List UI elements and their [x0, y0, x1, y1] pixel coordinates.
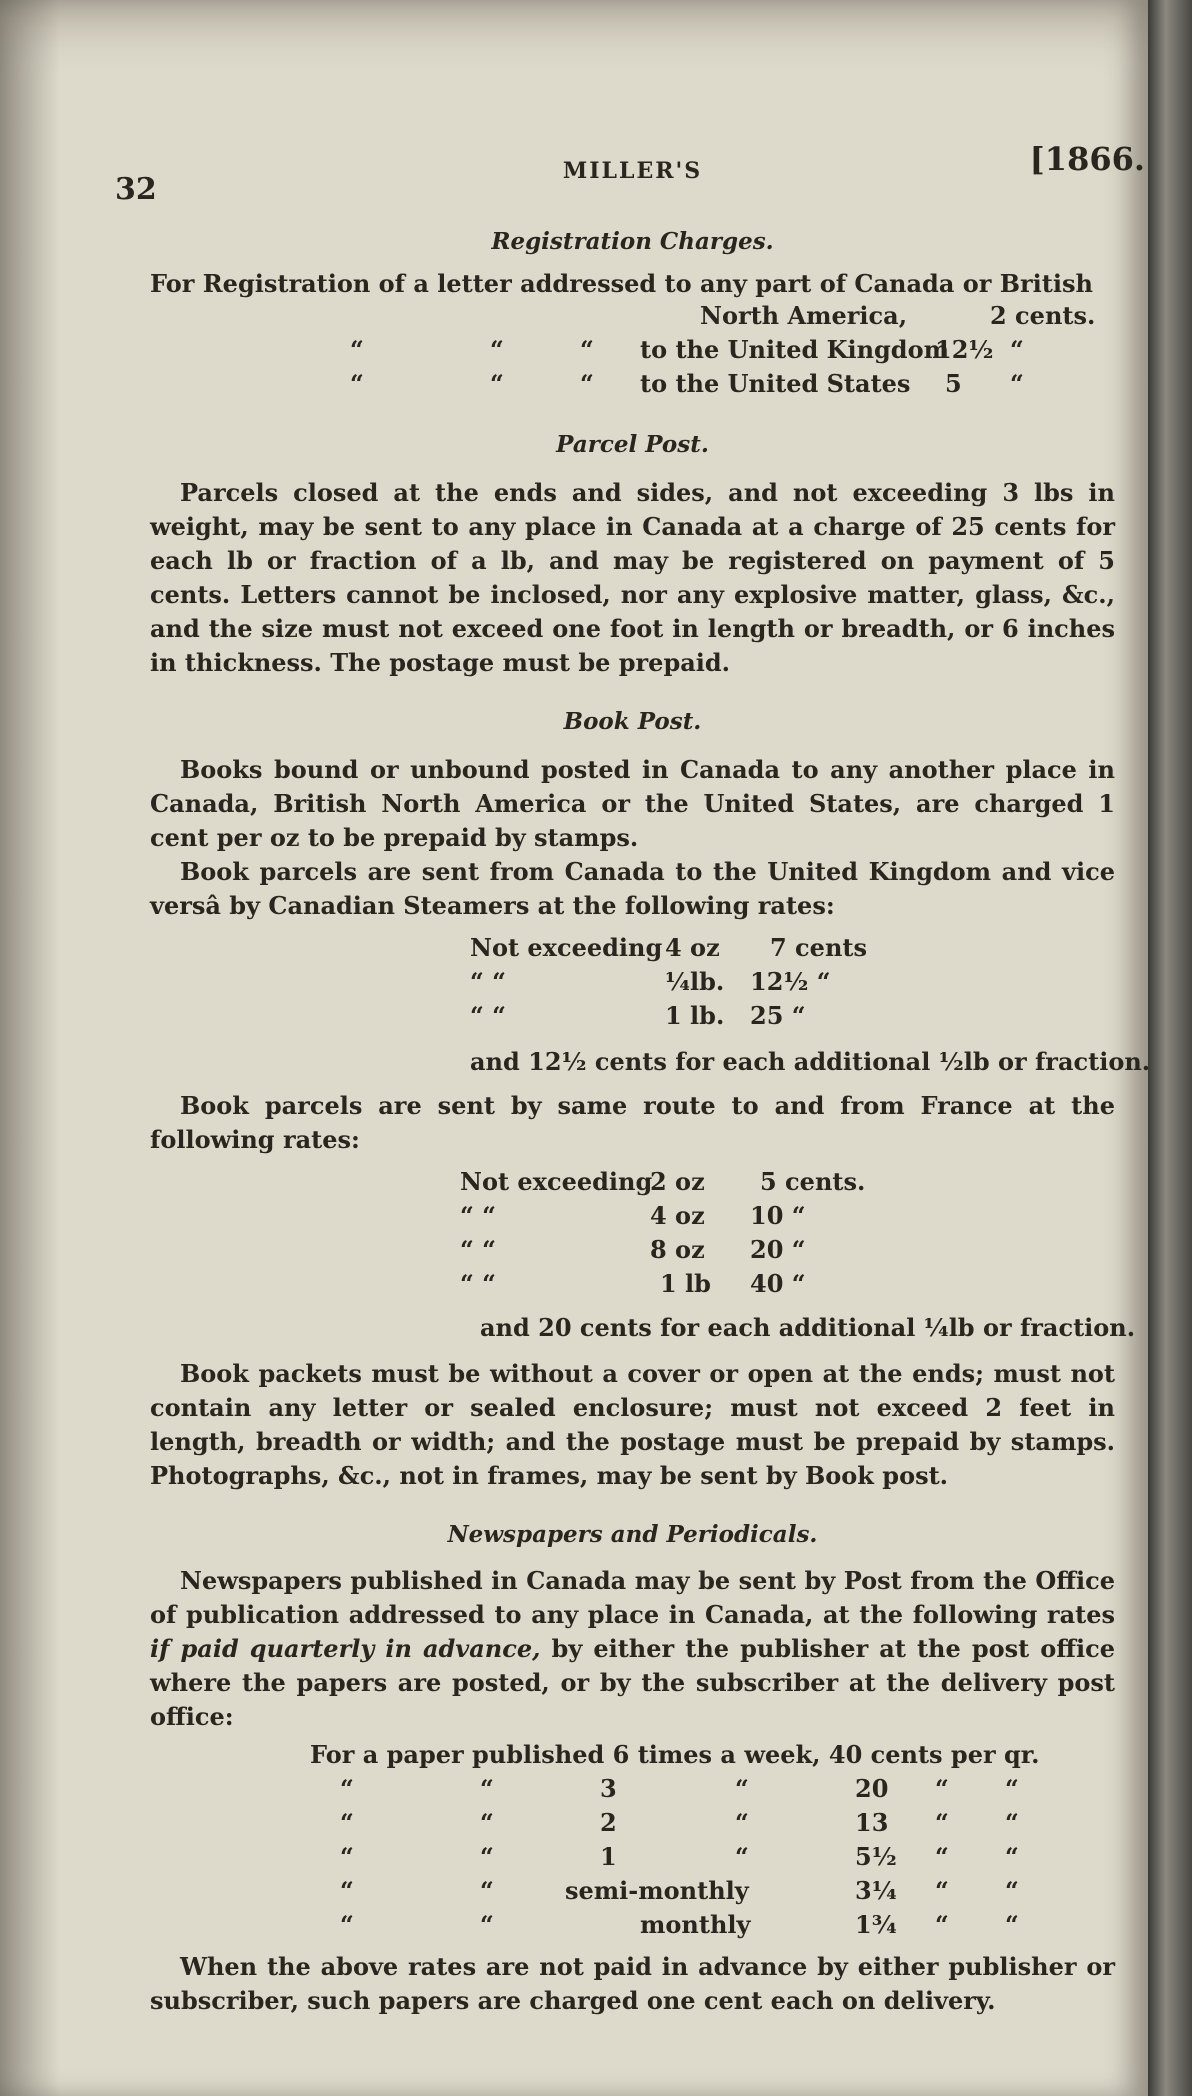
newspaper-rate-text: For a paper published 6 times a week, 40 cents per qr.: [310, 1740, 1040, 1769]
ditto: “: [350, 335, 364, 364]
ditto: “: [935, 1808, 949, 1837]
fr-rate-row: [150, 1235, 1115, 1269]
paragraph-text: by either the publisher at the post office where the papers are posted, or by the subscriber at the delivery post office:: [150, 1634, 1115, 1731]
ditto: “: [935, 1842, 949, 1871]
ditto: “: [1005, 1876, 1019, 1905]
newspaper-frequency: semi-monthly: [565, 1876, 749, 1905]
uk-rate-row: [150, 967, 1115, 1001]
book-title: Book Post.: [563, 708, 702, 735]
ditto: “: [340, 1842, 354, 1871]
additional-rate: and 12½ cents for each additional ½lb or fraction.: [470, 1047, 1151, 1076]
ditto: “: [1005, 1774, 1019, 1803]
ditto: “: [735, 1808, 749, 1837]
registration-title: Registration Charges.: [491, 228, 774, 255]
additional-rate: and 20 cents for each additional ¼lb or fraction.: [480, 1313, 1136, 1342]
fr-additional: [150, 1313, 1136, 1347]
uk-rate-row: [150, 933, 1115, 967]
rate-weight: 1 lb: [660, 1269, 711, 1298]
rate-weight: 4 oz: [650, 1201, 705, 1230]
ditto: “: [480, 1774, 494, 1803]
ditto: “: [350, 369, 364, 398]
rate-label: “ “: [460, 1235, 496, 1264]
ditto: “: [935, 1876, 949, 1905]
newspaper-amount: 13: [855, 1808, 889, 1837]
registration-amount: 12½: [935, 335, 994, 364]
rate-weight: 8 oz: [650, 1235, 705, 1264]
newspapers-paragraph-2: When the above rates are not paid in advance by either publisher or subscriber, such papers are charged one cent each on delivery.: [150, 1952, 1115, 2015]
newspaper-frequency: 3: [600, 1774, 617, 1803]
rate-price: 7 cents: [770, 933, 867, 962]
ditto: “: [1005, 1910, 1019, 1939]
ditto: “: [340, 1910, 354, 1939]
page-header: [115, 130, 1145, 207]
ditto: “: [480, 1910, 494, 1939]
rate-price: 40 “: [750, 1269, 806, 1298]
uk-rate-row: [150, 1001, 1115, 1035]
newspaper-amount: 3¼: [855, 1876, 897, 1905]
ditto: “: [340, 1876, 354, 1905]
registration-amount: 5: [945, 369, 962, 398]
book-paragraph-4: Book packets must be without a cover or open at the ends; must not contain any letter or sealed enclosure; must not exceed 2 feet in length, breadth or width; and the postage must be prepaid by stamps. Photographs, &c., not in frames, may be sent by Book post.: [150, 1359, 1115, 1490]
registration-row-na: [150, 301, 1115, 335]
page-edge: [1148, 0, 1192, 2096]
newspaper-rate-row: [150, 1774, 1115, 1808]
fr-rate-row: [150, 1167, 1115, 1201]
rate-price: 12½ “: [750, 967, 831, 996]
registration-row: [150, 369, 1115, 403]
paragraph-text: Newspapers published in Canada may be sent by Post from the Office of publication addressed to any place in Canada, at the following rates: [150, 1566, 1115, 1629]
ditto: “: [1010, 335, 1024, 364]
registration-row: [150, 335, 1115, 369]
ditto: “: [340, 1774, 354, 1803]
ditto: “: [1010, 369, 1024, 398]
parcel-paragraph: Parcels closed at the ends and sides, and not exceeding 3 lbs in weight, may be sent to any place in Canada at a charge of 25 cents for each lb or fraction of a lb, and may be registered on payment of 5 cents. Letters cannot be inclosed, nor any explosive matter, glass, &c., and the size must not exceed one foot in length or breadth, or 6 inches in thickness. The postage must be prepaid.: [150, 478, 1115, 677]
ditto: “: [935, 1774, 949, 1803]
ditto: “: [490, 335, 504, 364]
newspaper-amount: 20: [855, 1774, 889, 1803]
registration-amount: 2 cents.: [990, 301, 1096, 330]
ditto: “: [580, 335, 594, 364]
uk-additional: [150, 1047, 1151, 1081]
rate-weight: 4 oz: [665, 933, 720, 962]
book-paragraph-2: Book parcels are sent from Canada to the United Kingdom and vice versâ by Canadian Steamers at the following rates:: [150, 857, 1115, 920]
rate-label: “ “: [470, 967, 506, 996]
parcel-title: Parcel Post.: [556, 431, 709, 458]
rate-label: Not exceeding: [470, 933, 663, 962]
registration-dest: North America,: [700, 301, 908, 330]
rate-price: 5 cents.: [760, 1167, 866, 1196]
page-number: 32: [115, 172, 157, 207]
ditto: “: [580, 369, 594, 398]
ditto: “: [935, 1910, 949, 1939]
book-paragraph-3: Book parcels are sent by same route to and from France at the following rates:: [150, 1091, 1115, 1154]
rate-price: 10 “: [750, 1201, 806, 1230]
rate-label: “ “: [470, 1001, 506, 1030]
newspaper-frequency: 1: [600, 1842, 617, 1871]
ditto: “: [1005, 1842, 1019, 1871]
registration-dest: to the United Kingdom: [640, 335, 949, 364]
ditto: “: [340, 1808, 354, 1837]
rate-weight: ¼lb.: [665, 967, 725, 996]
newspaper-rate-row: [150, 1842, 1115, 1876]
registration-dest: to the United States: [640, 369, 911, 398]
ditto: “: [480, 1842, 494, 1871]
rate-label: “ “: [460, 1201, 496, 1230]
newspaper-rate-row: [150, 1740, 1115, 1774]
newspapers-paragraph-1: [150, 1564, 1115, 1734]
newspaper-amount: 5½: [855, 1842, 897, 1871]
fr-rate-row: [150, 1269, 1115, 1303]
paragraph-emphasis: if paid quarterly in advance,: [150, 1634, 541, 1663]
newspapers-title: Newspapers and Periodicals.: [447, 1521, 818, 1548]
book-paragraph-1: Books bound or unbound posted in Canada to any another place in Canada, British North America or the United States, are charged 1 cent per oz to be prepaid by stamps.: [150, 755, 1115, 852]
rate-label: “ “: [460, 1269, 496, 1298]
fr-rate-row: [150, 1201, 1115, 1235]
page-content: [115, 130, 1151, 2018]
year-label: [1866.: [1029, 140, 1145, 178]
newspaper-frequency: monthly: [640, 1910, 751, 1939]
ditto: “: [735, 1842, 749, 1871]
running-head: MILLER'S: [562, 158, 703, 184]
registration-line: For Registration of a letter addressed to any part of Canada or British: [150, 269, 1093, 298]
newspaper-frequency: 2: [600, 1808, 617, 1837]
rate-weight: 1 lb.: [665, 1001, 725, 1030]
ditto: “: [480, 1876, 494, 1905]
gutter-shadow: [0, 0, 60, 2096]
newspaper-amount: 1¾: [855, 1910, 897, 1939]
rate-weight: 2 oz: [650, 1167, 705, 1196]
rate-price: 25 “: [750, 1001, 806, 1030]
newspaper-rate-row: [150, 1808, 1115, 1842]
newspaper-rate-row: [150, 1910, 1115, 1944]
ditto: “: [1005, 1808, 1019, 1837]
ditto: “: [480, 1808, 494, 1837]
rate-price: 20 “: [750, 1235, 806, 1264]
newspaper-rate-row: [150, 1876, 1115, 1910]
rate-label: Not exceeding: [460, 1167, 653, 1196]
ditto: “: [735, 1774, 749, 1803]
ditto: “: [490, 369, 504, 398]
